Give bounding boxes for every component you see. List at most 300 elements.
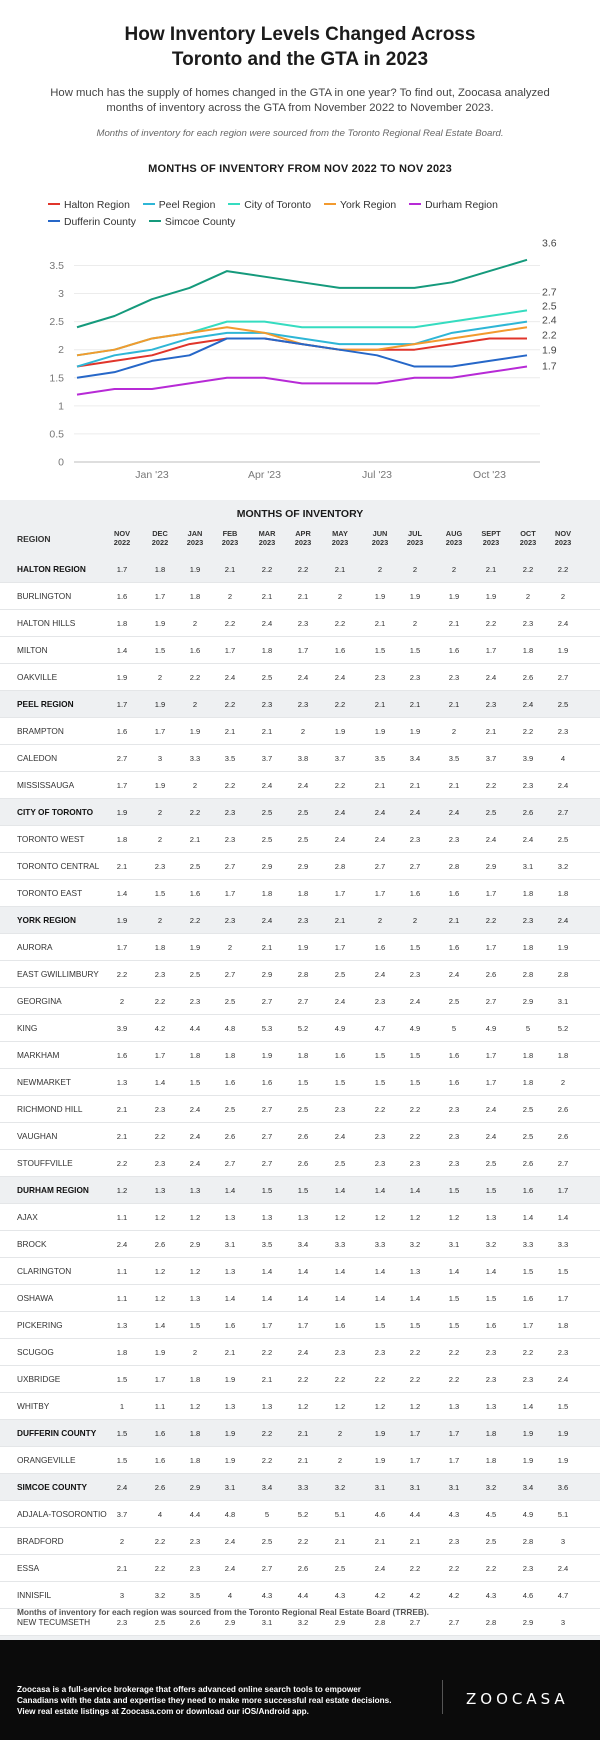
inventory-value: 5 [264, 1510, 270, 1519]
inventory-value: 1.4 [448, 1267, 460, 1276]
legend-item [48, 217, 136, 228]
series-end-label: 1.7 [542, 360, 557, 373]
inventory-value: 2.4 [557, 781, 569, 790]
inventory-value: 1.2 [409, 1402, 421, 1411]
inventory-value: 2.5 [297, 808, 309, 817]
table-row [0, 1339, 600, 1366]
inventory-value: 2.2 [374, 1375, 386, 1384]
inventory-value: 2.7 [557, 808, 569, 817]
inventory-value: 4.3 [485, 1591, 497, 1600]
inventory-value: 2.2 [485, 781, 497, 790]
inventory-value: 3.3 [334, 1240, 346, 1249]
inventory-value: 2.2 [189, 808, 201, 817]
table-row [0, 1285, 600, 1312]
inventory-value: 2.2 [189, 916, 201, 925]
month-column-header [397, 529, 433, 547]
inventory-value: 3.5 [189, 1591, 201, 1600]
inventory-value: 1.7 [261, 1321, 273, 1330]
inventory-value: 1.8 [557, 1321, 569, 1330]
inventory-value: 2.4 [409, 808, 421, 817]
inventory-value: 2 [192, 1348, 198, 1357]
month-column-header [510, 529, 546, 547]
inventory-value: 1.9 [409, 727, 421, 736]
inventory-value: 2.1 [448, 619, 460, 628]
inventory-value: 2.3 [154, 970, 166, 979]
month-label: FEB [222, 529, 238, 538]
year-label: 2023 [371, 538, 389, 547]
inventory-value: 2.2 [522, 727, 534, 736]
table-row [0, 826, 600, 853]
inventory-value: 1.9 [224, 1375, 236, 1384]
inventory-value: 4.4 [409, 1510, 421, 1519]
inventory-value: 2.7 [116, 754, 128, 763]
inventory-value: 4.8 [224, 1024, 236, 1033]
inventory-value: 1.5 [189, 1321, 201, 1330]
inventory-value: 2.2 [522, 565, 534, 574]
inventory-value: 2.4 [189, 1132, 201, 1141]
table-row [0, 1096, 600, 1123]
inventory-value: 1.7 [557, 1186, 569, 1195]
region-column-header: REGION [17, 534, 51, 544]
inventory-value: 1.7 [409, 1429, 421, 1438]
series-end-label: 1.9 [542, 344, 557, 357]
inventory-value: 2.6 [522, 808, 534, 817]
legend-label: Dufferin County [64, 217, 137, 228]
inventory-value: 2.4 [116, 1483, 128, 1492]
inventory-value: 1.7 [485, 943, 497, 952]
inventory-value: 2.7 [224, 862, 236, 871]
year-label: 2023 [554, 538, 572, 547]
region-name: WHITBY [17, 1401, 50, 1411]
table-row [0, 1447, 600, 1474]
y-tick-label: 0 [58, 456, 64, 469]
inventory-value: 2.3 [334, 1105, 346, 1114]
inventory-value: 2.7 [409, 862, 421, 871]
inventory-value: 1.9 [522, 1429, 534, 1438]
table-row [0, 664, 600, 691]
inventory-value: 1.5 [409, 1051, 421, 1060]
inventory-value: 2.1 [374, 700, 386, 709]
inventory-value: 1.6 [522, 1186, 534, 1195]
inventory-value: 1.2 [374, 1213, 386, 1222]
inventory-value: 1.6 [485, 1321, 497, 1330]
inventory-value: 2.7 [557, 1159, 569, 1168]
series-end-label: 2.4 [542, 314, 557, 327]
inventory-value: 1.6 [448, 943, 460, 952]
region-name: MARKHAM [17, 1050, 60, 1060]
inventory-value: 3.5 [224, 754, 236, 763]
footer [0, 1640, 600, 1740]
inventory-value: 4.3 [448, 1510, 460, 1519]
inventory-value: 1.8 [522, 646, 534, 655]
inventory-value: 2.3 [297, 619, 309, 628]
inventory-value: 2.3 [485, 700, 497, 709]
inventory-value: 4 [227, 1591, 233, 1600]
month-column-header [473, 529, 509, 547]
inventory-value: 4.9 [522, 1510, 534, 1519]
inventory-value: 3 [157, 754, 163, 763]
inventory-value: 1.3 [224, 1213, 236, 1222]
region-name: VAUGHAN [17, 1131, 58, 1141]
year-label: 2023 [482, 538, 500, 547]
inventory-value: 2.1 [116, 1132, 128, 1141]
inventory-value: 1.4 [334, 1186, 346, 1195]
inventory-value: 1.7 [334, 943, 346, 952]
inventory-value: 2.5 [297, 1105, 309, 1114]
month-column-header [177, 529, 213, 547]
region-name: KING [17, 1023, 38, 1033]
inventory-value: 1.8 [522, 1078, 534, 1087]
inventory-value: 2.4 [485, 673, 497, 682]
inventory-value: 2.7 [261, 1105, 273, 1114]
inventory-value: 3.7 [116, 1510, 128, 1519]
inventory-value: 2.3 [374, 997, 386, 1006]
inventory-value: 2.2 [334, 1375, 346, 1384]
inventory-value: 2.2 [154, 1564, 166, 1573]
series-end-label: 2.5 [542, 300, 557, 313]
inventory-value: 1.4 [116, 646, 128, 655]
month-label: MAR [258, 529, 276, 538]
inventory-value: 1.5 [374, 646, 386, 655]
inventory-value: 1.5 [261, 1186, 273, 1195]
inventory-value: 1.4 [224, 1294, 236, 1303]
inventory-value: 2 [119, 997, 125, 1006]
region-name: AURORA [17, 942, 53, 952]
inventory-value: 1.9 [154, 700, 166, 709]
year-label: 2022 [151, 538, 169, 547]
table-row [0, 1474, 600, 1501]
inventory-value: 2.3 [154, 1105, 166, 1114]
inventory-value: 2.7 [409, 1618, 421, 1627]
series-end-label: 2.7 [542, 286, 557, 299]
inventory-value: 1.8 [297, 889, 309, 898]
inventory-value: 2 [157, 673, 163, 682]
inventory-value: 3 [560, 1537, 566, 1546]
inventory-value: 2.3 [448, 835, 460, 844]
inventory-value: 2 [192, 619, 198, 628]
inventory-value: 2.6 [522, 1159, 534, 1168]
table-row [0, 610, 600, 637]
year-label: 2023 [445, 538, 463, 547]
y-tick-label: 1 [58, 400, 64, 413]
inventory-value: 3.5 [261, 1240, 273, 1249]
inventory-value: 1.4 [297, 1294, 309, 1303]
inventory-value: 1.6 [334, 646, 346, 655]
inventory-value: 3.4 [261, 1483, 273, 1492]
inventory-value: 2.3 [522, 1375, 534, 1384]
inventory-value: 1.9 [224, 1456, 236, 1465]
inventory-value: 2.4 [557, 619, 569, 628]
inventory-value: 2 [337, 1456, 343, 1465]
inventory-value: 1.3 [189, 1186, 201, 1195]
table-row [0, 1177, 600, 1204]
inventory-value: 2.8 [374, 1618, 386, 1627]
month-column-header [212, 529, 248, 547]
inventory-value: 2.4 [224, 1537, 236, 1546]
inventory-value: 5 [525, 1024, 531, 1033]
inventory-value: 3.3 [522, 1240, 534, 1249]
legend-item [48, 200, 130, 211]
inventory-value: 2.1 [334, 1537, 346, 1546]
legend-label: Peel Region [158, 200, 216, 211]
inventory-value: 1.6 [189, 646, 201, 655]
region-name: SCUGOG [17, 1347, 54, 1357]
y-tick-label: 2.5 [49, 316, 64, 329]
inventory-value: 1.2 [189, 1267, 201, 1276]
inventory-value: 2.3 [448, 673, 460, 682]
inventory-value: 2.6 [224, 1132, 236, 1141]
inventory-value: 1.4 [374, 1294, 386, 1303]
inventory-value: 4.8 [224, 1510, 236, 1519]
inventory-value: 1.5 [409, 943, 421, 952]
y-tick-label: 3.5 [49, 259, 64, 272]
inventory-value: 1.8 [189, 592, 201, 601]
inventory-value: 2 [337, 592, 343, 601]
inventory-value: 5 [451, 1024, 457, 1033]
inventory-value: 2.1 [297, 1456, 309, 1465]
inventory-value: 2.3 [448, 1537, 460, 1546]
inventory-value: 1.7 [485, 646, 497, 655]
inventory-value: 2.5 [522, 1132, 534, 1141]
region-name: SIMCOE COUNTY [17, 1482, 88, 1492]
inventory-value: 1.5 [409, 1078, 421, 1087]
inventory-value: 2.2 [448, 1348, 460, 1357]
inventory-value: 3.9 [116, 1024, 128, 1033]
month-label: AUG [445, 529, 463, 538]
inventory-value: 3.7 [261, 754, 273, 763]
inventory-value: 1.6 [154, 1456, 166, 1465]
inventory-value: 1.9 [154, 1348, 166, 1357]
inventory-value: 1.4 [374, 1186, 386, 1195]
inventory-value: 2.4 [261, 781, 273, 790]
inventory-value: 1.3 [224, 1267, 236, 1276]
inventory-value: 2.6 [189, 1618, 201, 1627]
inventory-value: 2.5 [334, 970, 346, 979]
inventory-value: 2.9 [224, 1618, 236, 1627]
inventory-value: 2.3 [485, 1348, 497, 1357]
inventory-value: 3.9 [522, 754, 534, 763]
table-row [0, 772, 600, 799]
inventory-value: 3.8 [297, 754, 309, 763]
inventory-value: 2.4 [189, 1105, 201, 1114]
inventory-value: 2.1 [261, 592, 273, 601]
inventory-value: 1.5 [448, 1186, 460, 1195]
table-row [0, 880, 600, 907]
inventory-value: 1.5 [448, 1321, 460, 1330]
inventory-value: 3.1 [409, 1483, 421, 1492]
inventory-value: 2.4 [261, 916, 273, 925]
month-label: JAN [187, 529, 203, 538]
inventory-value: 2.7 [224, 970, 236, 979]
inventory-value: 1.3 [261, 1213, 273, 1222]
inventory-value: 2.1 [261, 1375, 273, 1384]
year-label: 2023 [331, 538, 349, 547]
month-label: SEPT [481, 529, 501, 538]
inventory-value: 1.4 [261, 1267, 273, 1276]
inventory-value: 2.3 [261, 700, 273, 709]
inventory-value: 2.1 [374, 619, 386, 628]
inventory-value: 2.4 [224, 1564, 236, 1573]
inventory-value: 2.3 [154, 1159, 166, 1168]
inventory-value: 2.6 [297, 1159, 309, 1168]
inventory-value: 2.9 [485, 862, 497, 871]
table-body [0, 556, 600, 1636]
inventory-value: 3.2 [485, 1240, 497, 1249]
inventory-value: 2.2 [485, 916, 497, 925]
inventory-value: 2.5 [557, 835, 569, 844]
table-row [0, 583, 600, 610]
inventory-value: 2.2 [409, 1564, 421, 1573]
inventory-value: 2 [377, 565, 383, 574]
inventory-value: 2.2 [334, 619, 346, 628]
inventory-value: 2.1 [297, 1429, 309, 1438]
series-line [77, 327, 527, 355]
inventory-value: 2.3 [374, 1132, 386, 1141]
inventory-value: 1 [119, 1402, 125, 1411]
inventory-value: 2 [451, 727, 457, 736]
inventory-value: 1.9 [557, 646, 569, 655]
table-row [0, 907, 600, 934]
year-label: 2023 [258, 538, 276, 547]
region-name: EAST GWILLIMBURY [17, 969, 99, 979]
legend-swatch [409, 203, 421, 205]
inventory-value: 1.7 [557, 1294, 569, 1303]
inventory-value: 1.5 [154, 889, 166, 898]
inventory-value: 2.5 [297, 835, 309, 844]
inventory-value: 3.4 [409, 754, 421, 763]
inventory-value: 1.4 [522, 1402, 534, 1411]
inventory-value: 2.2 [261, 1456, 273, 1465]
inventory-value: 1.9 [154, 781, 166, 790]
inventory-value: 1.3 [448, 1402, 460, 1411]
x-tick-label: Jul '23 [361, 469, 393, 481]
inventory-value: 5.1 [334, 1510, 346, 1519]
inventory-value: 1.9 [374, 1456, 386, 1465]
inventory-value: 1.5 [116, 1456, 128, 1465]
inventory-value: 1.9 [261, 1051, 273, 1060]
table-row [0, 1528, 600, 1555]
table-row [0, 961, 600, 988]
inventory-value: 2.3 [448, 1159, 460, 1168]
region-name: YORK REGION [17, 915, 77, 925]
inventory-value: 2.5 [522, 1105, 534, 1114]
inventory-value: 2.9 [189, 1240, 201, 1249]
inventory-value: 2.8 [522, 1537, 534, 1546]
region-name: NEW TECUMSETH [17, 1617, 91, 1627]
inventory-value: 2.3 [522, 916, 534, 925]
inventory-value: 4.6 [522, 1591, 534, 1600]
inventory-value: 2.1 [116, 1105, 128, 1114]
inventory-value: 2.7 [261, 1132, 273, 1141]
region-name: UXBRIDGE [17, 1374, 61, 1384]
inventory-value: 1.5 [485, 1186, 497, 1195]
legend-swatch [324, 203, 336, 205]
inventory-value: 2 [157, 835, 163, 844]
month-column-header [104, 529, 140, 547]
inventory-value: 2.4 [116, 1240, 128, 1249]
inventory-value: 4 [560, 754, 566, 763]
inventory-value: 1.6 [522, 1294, 534, 1303]
inventory-value: 1.6 [448, 889, 460, 898]
inventory-value: 1.7 [334, 889, 346, 898]
region-name: TORONTO EAST [17, 888, 83, 898]
inventory-value: 2.8 [448, 862, 460, 871]
inventory-value: 2.6 [522, 673, 534, 682]
inventory-value: 1.6 [116, 727, 128, 736]
inventory-value: 1.7 [116, 943, 128, 952]
inventory-value: 2.4 [334, 673, 346, 682]
inventory-value: 1.6 [116, 1051, 128, 1060]
inventory-value: 3.1 [374, 1483, 386, 1492]
inventory-value: 3.1 [522, 862, 534, 871]
month-column-header [322, 529, 358, 547]
x-tick-label: Oct '23 [473, 469, 506, 481]
inventory-value: 4.9 [485, 1024, 497, 1033]
inventory-value: 4.2 [409, 1591, 421, 1600]
inventory-value: 2.5 [485, 1537, 497, 1546]
inventory-value: 4.3 [334, 1591, 346, 1600]
inventory-value: 2.4 [448, 970, 460, 979]
inventory-value: 2.1 [448, 781, 460, 790]
series-line [77, 322, 527, 367]
inventory-value: 2.1 [334, 565, 346, 574]
inventory-value: 3.7 [485, 754, 497, 763]
inventory-value: 2.3 [374, 1159, 386, 1168]
inventory-value: 2.3 [334, 1348, 346, 1357]
inventory-value: 1.8 [189, 1429, 201, 1438]
inventory-value: 1.1 [116, 1267, 128, 1276]
inventory-value: 1.7 [116, 565, 128, 574]
legend-item [149, 217, 235, 228]
year-label: 2023 [294, 538, 312, 547]
inventory-value: 1.8 [297, 1051, 309, 1060]
inventory-value: 3.2 [485, 1483, 497, 1492]
inventory-value: 1.7 [224, 646, 236, 655]
inventory-value: 2.3 [557, 1348, 569, 1357]
inventory-value: 1.7 [448, 1456, 460, 1465]
inventory-value: 1.6 [448, 646, 460, 655]
inventory-value: 2.4 [261, 619, 273, 628]
table-title: MONTHS OF INVENTORY [236, 508, 364, 520]
region-name: DUFFERIN COUNTY [17, 1428, 97, 1438]
inventory-value: 2.3 [557, 727, 569, 736]
inventory-value: 1.2 [154, 1267, 166, 1276]
inventory-value: 2.3 [374, 673, 386, 682]
inventory-value: 3.2 [297, 1618, 309, 1627]
inventory-value: 1.5 [557, 1267, 569, 1276]
inventory-value: 1.6 [448, 1078, 460, 1087]
inventory-value: 2.4 [557, 1375, 569, 1384]
inventory-value: 5.2 [297, 1024, 309, 1033]
table-row [0, 718, 600, 745]
inventory-value: 1.9 [374, 727, 386, 736]
inventory-value: 1.6 [334, 1051, 346, 1060]
inventory-value: 2.2 [448, 1375, 460, 1384]
header [0, 0, 600, 175]
inventory-value: 4.5 [485, 1510, 497, 1519]
inventory-value: 1.8 [189, 1375, 201, 1384]
inventory-value: 3.1 [448, 1240, 460, 1249]
inventory-value: 2.2 [224, 619, 236, 628]
inventory-value: 2 [192, 700, 198, 709]
region-name: HALTON HILLS [17, 618, 76, 628]
legend-swatch [48, 203, 60, 205]
inventory-value: 2.5 [485, 808, 497, 817]
inventory-value: 1.2 [154, 1294, 166, 1303]
inventory-value: 1.6 [224, 1321, 236, 1330]
inventory-value: 1.7 [154, 727, 166, 736]
inventory-value: 2.3 [448, 1132, 460, 1141]
